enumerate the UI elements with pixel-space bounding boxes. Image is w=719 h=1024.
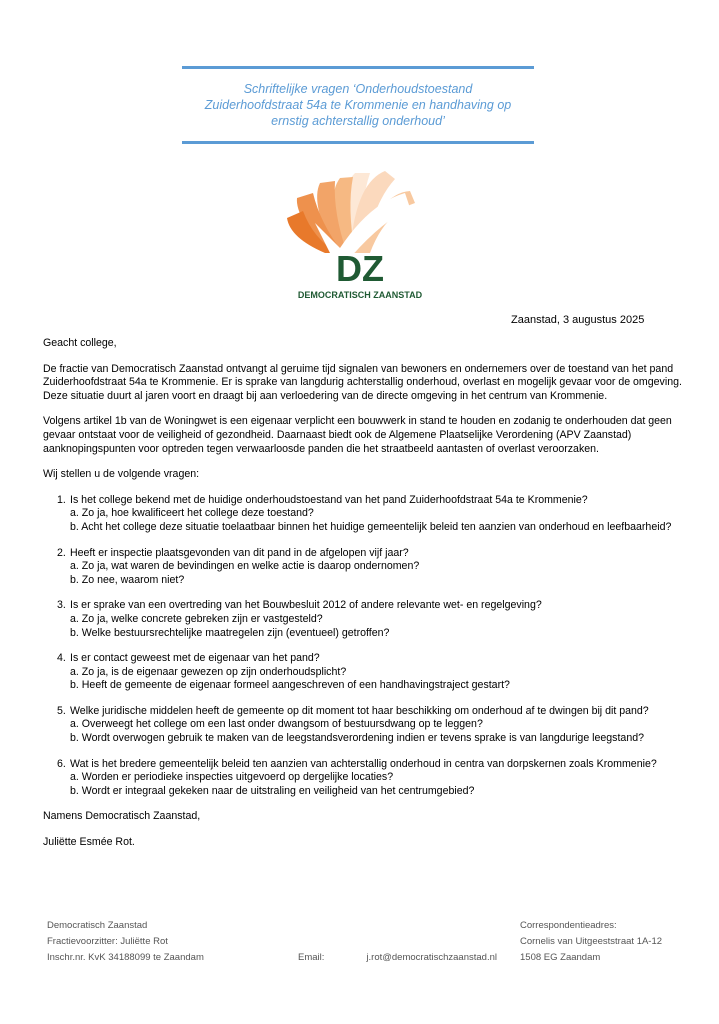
document-title: Schriftelijke vragen ‘Onderhoudstoestand Zuiderhoofdstraat 54a te Krommenie en handhaving op ernstig achterstallig onderhoud’ [204,82,512,128]
title-block [182,66,534,144]
question-item [43,758,683,799]
question-item [43,547,683,588]
question-number: 3. [57,599,66,612]
footer-email [298,950,497,966]
paragraph: Volgens artikel 1b van de Woningwet is een eigenaar verplicht een bouwwerk in stand te houden en zodanig te onderhouden dat geen gevaar ontstaat voor de veiligheid of gezondheid. Daarnaast biedt ook de Algemene Plaatselijke Verordening (APV Zaanstad) aanknopingspunten voor optreden tegen verwaarloosde panden die het straatbeeld aantasten of overlast veroorzaken. [43,415,672,455]
email-label: Email: [298,952,325,963]
letter-date: Zaanstad, 3 augustus 2025 [511,314,645,326]
question-sub: a. Zo ja, wat waren de bevindingen en welke actie is daarop ondernomen? [70,560,420,573]
question-text: Is het college bekend met de huidige onderhoudstoestand van het pand Zuiderhoofdstraat 54a te Krommenie? [70,493,588,506]
question-sub: b. Wordt er integraal gekeken naar de uitstraling en veiligheid van het centrumgebied? [70,784,475,797]
question-sub: a. Zo ja, welke concrete gebreken zijn er vastgesteld? [70,612,323,625]
question-text: Wat is het bredere gemeentelijk beleid ten aanzien van achterstallig onderhoud in centra van dorpskernen zoals Krommenie? [70,757,657,770]
logo-letters: DZ [336,248,384,289]
footer-street: Cornelis van Uitgeeststraat 1A-12 [520,936,663,947]
question-item [43,652,683,693]
email-link[interactable]: j.rot@democratischzaanstad.nl [366,952,497,963]
footer-city: 1508 EG Zaandam [520,952,601,963]
question-sub: a. Zo ja, is de eigenaar gewezen op zijn onderhoudsplicht? [70,665,347,678]
paragraph: De fractie van Democratisch Zaanstad ontvangt al geruime tijd signalen van bewoners en ondernemers over de toestand van het pand Zuiderhoofdstraat 54a te Krommenie. Er is sprake van langdurig achterstallig onderhoud, overlast en mogelijk gevaar voor de omgeving. Deze situatie duurt al jaren voort en draagt bij aan verloedering van de directe omgeving in het centrum van Krommenie. [43,362,682,402]
democratisch-zaanstad-logo [285,153,435,301]
question-sub: a. Worden er periodieke inspecties uitgevoerd op dergelijke locaties? [70,771,394,784]
question-number: 6. [57,757,66,770]
footer-org: Democratisch Zaanstad [47,920,148,931]
question-sub: b. Acht het college deze situatie toelaatbaar binnen het huidige gemeentelijk beleid ten aanzien van onderhoud en leefbaarheid? [70,520,672,533]
question-number: 4. [57,652,66,665]
closing: Namens Democratisch Zaanstad, [43,810,201,823]
question-sub: b. Wordt overwogen gebruik te maken van de leegstandsverordening indien er tevens sprake is van langdurige leegstand? [70,732,644,745]
footer-right [520,918,662,966]
question-text: Heeft er inspectie plaatsgevonden van dit pand in de afgelopen vijf jaar? [70,546,409,559]
question-sub: b. Zo nee, waarom niet? [70,573,185,586]
question-number: 2. [57,546,66,559]
question-sub: a. Overweegt het college om een last onder dwangsom of bestuursdwang op te leggen? [70,718,483,731]
salutation: Geacht college, [43,337,117,349]
footer-correspondence-label: Correspondentieadres: [520,920,617,931]
question-sub: b. Welke bestuursrechtelijke maatregelen zijn (eventueel) getroffen? [70,626,390,639]
question-sub: a. Zo ja, hoe kwalificeert het college deze toestand? [70,507,314,520]
question-item [43,494,683,535]
question-text: Is er sprake van een overtreding van het Bouwbesluit 2012 of andere relevante wet- en regelgeving? [70,599,542,612]
question-number: 5. [57,704,66,717]
signature: Juliëtte Esmée Rot. [43,836,135,849]
question-text: Welke juridische middelen heeft de gemeente op dit moment tot haar beschikking om onderhoud af te dwingen bij dit pand? [70,704,649,717]
question-sub: b. Heeft de gemeente de eigenaar formeel aangeschreven of een handhavingstraject gestart? [70,679,510,692]
footer-left [47,918,204,966]
questions-intro: Wij stellen u de volgende vragen: [43,468,200,481]
question-number: 1. [57,493,66,506]
title-rule-bottom [182,141,534,144]
question-text: Is er contact geweest met de eigenaar van het pand? [70,652,320,665]
question-item [43,599,683,640]
footer-kvk: Inschr.nr. KvK 34188099 te Zaandam [47,952,204,963]
question-item [43,705,683,746]
logo-name: DEMOCRATISCH ZAANSTAD [297,290,423,300]
logo-fan [287,171,415,258]
letter-body [43,337,683,862]
footer-chair: Fractievoorzitter: Juliëtte Rot [47,936,168,947]
